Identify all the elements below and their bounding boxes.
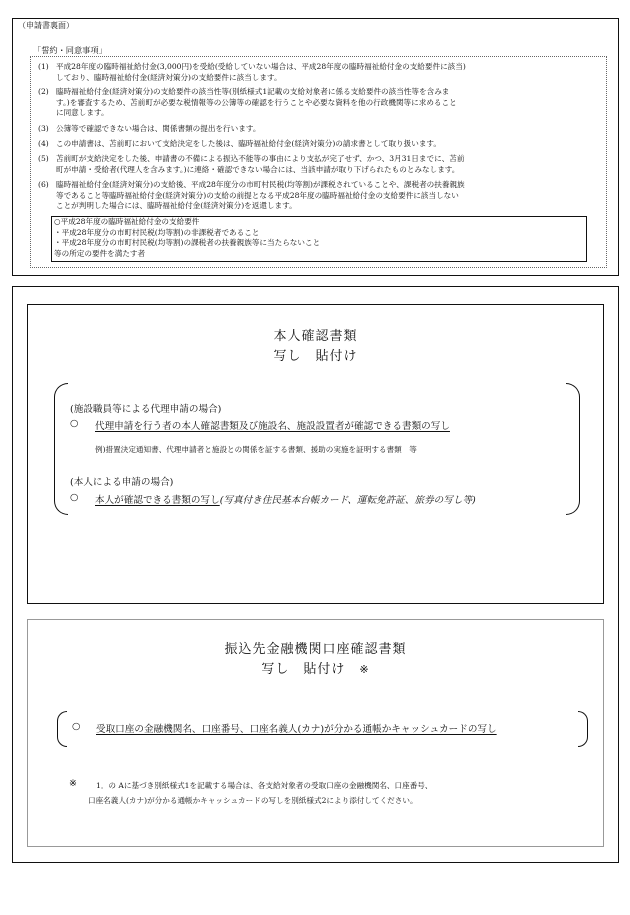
self-required-doc-line	[95, 492, 476, 506]
item-text: 等であること等臨時福祉給付金(経済対策分)の支給の前提となる平成28年度の臨時福祉給付金の支給要件に該当しない	[56, 190, 459, 200]
bank-docs-title: 振込先金融機関口座確認書類	[224, 642, 407, 657]
proxy-heading: (施設職員等による代理申請の場合)	[70, 404, 222, 415]
item-text: この申請書は、苫前町において支給決定をした後は、臨時福祉給付金(経済対策分)の請求書として取り扱います。	[56, 139, 441, 148]
item-text: 臨時福祉給付金(経済対策分)の支給要件の該当性等(別紙様式1記載の支給対象者に係る支給要件の該当性等を含みま	[56, 87, 450, 96]
note-line: 口座名義人(カナ)が分かる通帳かキャッシュカードの写しを別紙様式2により添付してください。	[88, 796, 418, 805]
item-number: (2)	[38, 87, 49, 96]
note-line: 1．の Aに基づき別紙様式1を記載する場合は、各支給対象者の受取口座の金融機関名、口座番号、	[96, 781, 433, 790]
item-text: に同意します。	[56, 108, 109, 117]
condition-line: ○平成28年度の臨時福祉給付金の支給要件	[54, 217, 200, 226]
page-side-label: （申請書裏面）	[18, 21, 74, 30]
condition-line: ・平成28年度分の市町村民税(均等割)の課税者の扶養親族等に当たらないこと	[54, 238, 321, 247]
item-number: (5)	[38, 154, 49, 163]
bank-required-doc: 受取口座の金融機関名、口座番号、口座名義人(カナ)が分かる通帳かキャッシュカードの写し	[96, 724, 497, 735]
condition-line: 等の所定の要件を満たす者	[54, 248, 146, 258]
item-text: ことが判明した場合には、臨時福祉給付金(経済対策分)を返還します。	[56, 201, 297, 210]
item-text: す。)を審査するため、苫前町が必要な税情報等の公簿等の確認を行うことや必要な資料を他の行政機関等に求めること	[56, 97, 457, 107]
bank-docs-subtitle-line	[27, 658, 604, 677]
item-text: 町が申請・受給者(代理人を含みます。)に連絡・確認できない場合には、当該申請が取り下げられたものとみなします。	[56, 164, 460, 174]
proxy-example: 例)措置決定通知書、代理申請者と施設との関係を証する書類、援助の実施を証明する書類 等	[95, 445, 417, 454]
self-required-doc: 本人が確認できる書類の写し	[95, 495, 220, 506]
item-text: 苫前町が支給決定をした後、申請書の不備による振込不能等の事由により支払が完了せず、かつ、3月31日までに、苫前	[56, 154, 465, 163]
reference-mark: ※	[359, 663, 370, 676]
bank-bullet: ○	[72, 721, 81, 732]
pledge-title: 「誓約・同意事項」	[33, 45, 107, 55]
item-text: 臨時福祉給付金(経済対策分)の支給後、平成28年度分の市町村民税(均等割)が課税されていることや、課税者の扶養親族	[56, 180, 465, 189]
item-text: しており、臨時福祉給付金(経済対策分)の支給要件に該当します。	[56, 72, 282, 82]
self-bullet: ○	[70, 492, 79, 503]
item-number: (4)	[38, 139, 49, 148]
item-text: 平成28年度の臨時福祉給付金(3,000円)を受給(受給していない場合は、平成28年度の臨時福祉給付金の支給要件に該当)	[56, 62, 466, 71]
left-bracket	[57, 711, 67, 747]
item-number: (3)	[38, 124, 49, 133]
item-number: (6)	[38, 180, 49, 189]
self-heading: (本人による申請の場合)	[70, 477, 174, 488]
item-text: 公簿等で確認できない場合は、関係書類の提出を行います。	[56, 124, 261, 133]
condition-line: ・平成28年度分の市町村民税(均等割)の非課税者であること	[54, 227, 260, 237]
note-mark: ※	[69, 778, 78, 789]
proxy-required-doc: 代理申請を行う者の本人確認書類及び施設名、施設設置者が確認できる書類の写し	[95, 421, 450, 432]
bank-docs-subtitle: 写し 貼付け	[261, 662, 346, 677]
item-number: (1)	[38, 62, 49, 71]
self-doc-examples: (写真付き住民基本台帳カード、運転免許証、旅券の写し等)	[219, 495, 476, 506]
right-bracket	[578, 711, 588, 747]
id-docs-title: 本人確認書類	[273, 329, 358, 344]
left-bracket	[54, 383, 68, 515]
right-bracket	[566, 383, 580, 515]
proxy-bullet: ○	[70, 418, 79, 429]
id-docs-subtitle: 写し 貼付け	[273, 349, 358, 364]
